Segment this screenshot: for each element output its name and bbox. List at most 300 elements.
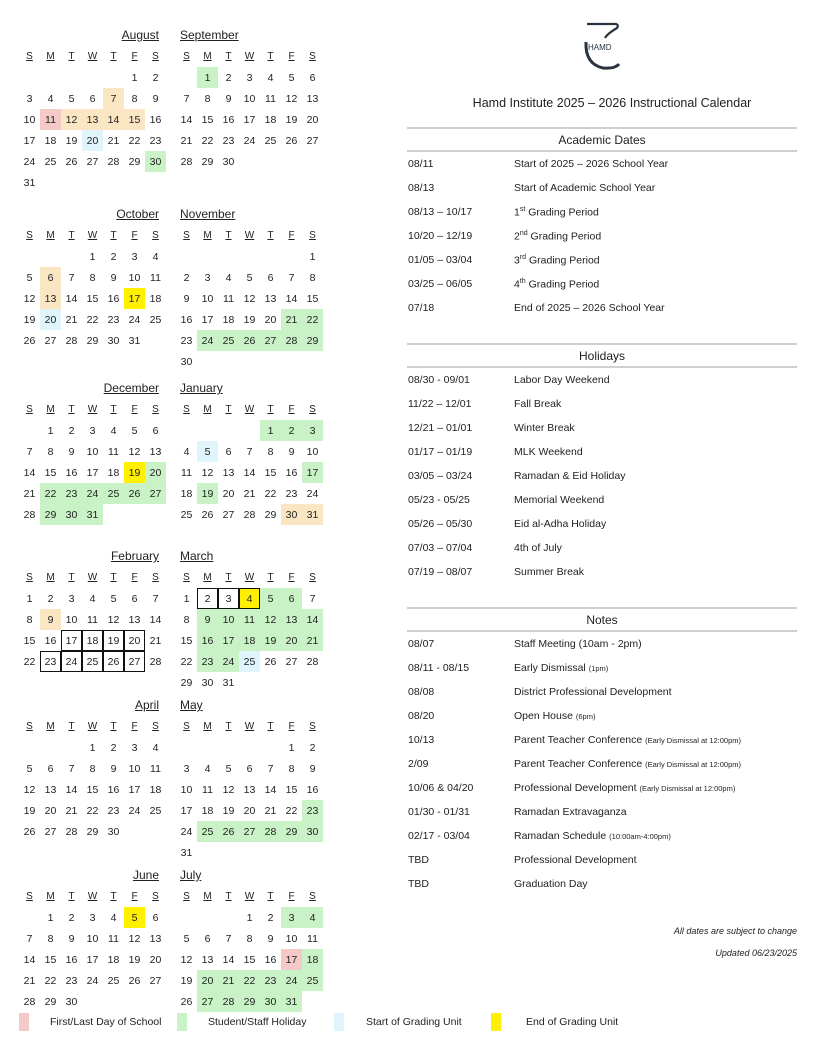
weekday-header: S [183,404,190,415]
event-text: District Professional Development [514,686,672,698]
weekday-header: T [110,572,117,583]
calendar-day: 7 [267,762,274,775]
calendar-day: 13 [222,466,235,479]
legend-swatch-start-grading [334,1013,344,1031]
calendar-day: 18 [107,953,120,966]
academic-dates-list [407,152,797,320]
calendar-day: 24 [197,330,218,351]
academic-row [407,224,797,248]
calendar-day: 11 [265,92,276,105]
calendar-day: 16 [65,466,78,479]
calendar-day: 15 [306,292,319,305]
event-text: Grading Period [525,278,600,291]
calendar-day: 29 [86,825,99,838]
event-date: 01/05 – 03/04 [408,254,473,266]
calendar-day: 11 [87,613,98,626]
calendar-day: 31 [82,504,103,525]
weekday-header: T [68,572,75,583]
calendar-day: 30 [107,334,120,347]
calendar-day: 19 [285,113,298,126]
academic-row [407,248,797,272]
calendar-day: 28 [281,330,302,351]
notes-row [407,656,797,680]
calendar-day: 9 [152,92,159,105]
calendar-day: 7 [26,445,33,458]
calendar-day: 21 [243,487,256,500]
calendar-day: 10 [86,932,99,945]
calendar-day: 26 [285,134,298,147]
event-description [514,374,797,386]
calendar-day: 22 [86,804,99,817]
calendar-day: 31 [302,504,323,525]
event-text: Staff Meeting (10am - 2pm) [514,638,642,650]
event-date: 08/30 - 09/01 [408,374,470,386]
weekday-header: M [46,721,55,732]
calendar-day: 12 [107,613,120,626]
calendar-day: 18 [302,949,323,970]
calendar-day: 23 [65,974,78,987]
calendar-day: 11 [150,762,161,775]
weekday-header: S [152,404,159,415]
calendar-day: 3 [246,71,253,84]
calendar-day: 13 [149,445,162,458]
calendar-day: 1 [246,911,253,924]
event-description [514,782,797,794]
calendar-day: 15 [44,466,57,479]
event-text: Professional Development [514,782,640,794]
month-title: October [116,207,159,221]
calendar-day: 10 [65,613,78,626]
event-note: (Early Dismissal at 12:00pm) [639,784,736,793]
event-date: 08/08 [408,686,435,698]
holidays-row [407,464,797,488]
calendar-day: 9 [68,445,75,458]
calendar-day: 18 [107,466,120,479]
calendar-day: 29 [44,995,57,1008]
calendar-day: 2 [267,911,274,924]
event-text: Eid al-Adha Holiday [514,518,607,530]
calendar-day: 17 [86,466,99,479]
calendar-day: 27 [260,330,281,351]
holidays-row [407,512,797,536]
calendar-day: 18 [264,113,277,126]
month-title: January [180,381,223,395]
empty-day [260,737,281,758]
empty-day [19,907,40,928]
weekday-header: F [288,572,295,583]
event-note: (1pm) [588,664,609,673]
calendar-day: 9 [309,762,316,775]
calendar-day: 20 [44,804,57,817]
calendar-day: 23 [61,483,82,504]
weekday-header: M [203,51,212,62]
calendar-day: 5 [124,907,145,928]
weekday-header: W [87,404,98,415]
calendar-day: 15 [44,953,57,966]
event-text: 4th of July [514,542,562,554]
weekday-header: T [225,230,232,241]
event-text: Ramadan Extravaganza [514,806,627,818]
weekday-header: S [309,404,316,415]
calendar-day: 30 [222,155,235,168]
event-description [514,278,797,291]
empty-day [197,420,218,441]
calendar-day: 10 [128,762,141,775]
weekday-header: S [26,51,33,62]
event-date: 07/18 [408,302,435,314]
calendar-day: 8 [89,271,96,284]
event-date: 10/20 – 12/19 [408,230,473,242]
calendar-day: 26 [23,334,36,347]
weekday-header: F [131,51,138,62]
calendar-day: 12 [23,292,36,305]
calendar-day: 13 [281,609,302,630]
calendar-day: 14 [222,953,235,966]
calendar-day: 20 [124,630,145,651]
empty-day [218,737,239,758]
calendar-day: 2 [68,424,75,437]
month-june [19,868,166,1012]
updated-date: Updated 06/23/2025 [715,948,797,958]
calendar-day: 4 [47,92,54,105]
month-title: May [180,698,203,712]
calendar-day: 4 [110,424,117,437]
calendar-day: 25 [44,155,57,168]
calendar-day: 10 [306,445,319,458]
calendar-day: 6 [225,445,232,458]
calendar-day: 31 [222,676,235,689]
empty-day [218,246,239,267]
ordinal-number: 1 [514,206,520,219]
weekday-header: M [46,891,55,902]
calendar-day: 27 [149,974,162,987]
calendar-day: 25 [218,330,239,351]
event-description [514,806,797,818]
event-text: Parent Teacher Conference [514,758,646,770]
calendar-day: 20 [149,953,162,966]
weekday-header: S [26,891,33,902]
calendar-day: 7 [68,762,75,775]
weekday-header: T [267,230,274,241]
calendar-day: 20 [264,313,277,326]
calendar-day: 25 [82,651,103,672]
weekday-header: T [267,721,274,732]
calendar-day: 20 [197,970,218,991]
notes-section [407,607,797,896]
calendar-day: 26 [180,995,193,1008]
empty-day [197,246,218,267]
calendar-day: 7 [68,271,75,284]
calendar-day: 11 [108,445,119,458]
calendar-day: 24 [180,825,193,838]
calendar-day: 17 [218,630,239,651]
weekday-header: T [68,51,75,62]
weekday-header: S [309,230,316,241]
calendar-day: 21 [149,634,162,647]
weekday-header: T [267,404,274,415]
calendar-day: 1 [47,911,54,924]
calendar-day: 19 [243,313,256,326]
calendar-day: 10 [243,92,256,105]
legend-label-first-last: First/Last Day of School [50,1016,162,1028]
calendar-day: 27 [285,655,298,668]
event-date: 03/05 – 03/24 [408,470,473,482]
calendar-day: 8 [309,271,316,284]
calendar-day: 24 [128,313,141,326]
empty-day [40,737,61,758]
event-text: Grading Period [527,230,602,243]
empty-day [61,737,82,758]
weekday-header: W [87,721,98,732]
weekday-header: M [46,572,55,583]
event-date: 01/30 - 01/31 [408,806,470,818]
ordinal-suffix: th [519,277,526,285]
ordinal-number: 4 [514,278,520,291]
calendar-day: 14 [149,613,162,626]
academic-dates-section [407,127,797,320]
weekday-header: T [225,721,232,732]
calendar-day: 21 [65,804,78,817]
event-note: (6pm) [575,712,596,721]
weekday-header: F [131,891,138,902]
calendar-day: 16 [306,783,319,796]
weekday-header: S [309,891,316,902]
calendar-day: 16 [149,113,162,126]
calendar-day: 2 [225,71,232,84]
calendar-day: 7 [309,592,316,605]
empty-day [19,420,40,441]
weekday-header: T [225,404,232,415]
calendar-day: 24 [281,970,302,991]
calendar-day: 11 [223,292,234,305]
calendar-day: 18 [222,313,235,326]
holidays-row [407,440,797,464]
calendar-day: 19 [23,313,36,326]
calendar-day: 10 [128,271,141,284]
month-july [176,868,323,1012]
empty-day [176,737,197,758]
event-description [514,494,797,506]
academic-row [407,272,797,296]
weekday-header: S [152,572,159,583]
weekday-header: W [244,230,255,241]
calendar-day: 9 [40,609,61,630]
calendar-day: 23 [222,134,235,147]
calendar-day: 26 [23,825,36,838]
weekday-header: S [183,51,190,62]
event-text: Start of 2025 – 2026 School Year [514,158,669,170]
calendar-day: 3 [131,250,138,263]
calendar-day: 19 [65,134,78,147]
event-date: 08/13 – 10/17 [408,206,473,218]
calendar-day: 4 [204,762,211,775]
calendar-day: 11 [202,783,213,796]
event-date: 11/22 – 12/01 [408,398,472,410]
holidays-row [407,368,797,392]
weekday-header: T [110,51,117,62]
notes-row [407,872,797,896]
empty-day [260,246,281,267]
calendar-day: 14 [180,113,193,126]
calendar-day: 1 [47,424,54,437]
ordinal-number: 2 [514,230,520,243]
event-date: 08/13 [408,182,435,194]
weekday-header: T [68,891,75,902]
event-description [514,398,797,410]
academic-row [407,200,797,224]
month-august [19,28,166,193]
calendar-day: 9 [288,445,295,458]
calendar-day: 16 [44,634,57,647]
event-date: TBD [408,878,429,890]
empty-day [218,420,239,441]
weekday-header: M [46,230,55,241]
weekday-header: M [46,404,55,415]
empty-day [239,420,260,441]
calendar-day: 15 [180,634,193,647]
event-description [514,638,797,650]
calendar-day: 7 [225,932,232,945]
notes-row [407,632,797,656]
calendar-day: 19 [260,630,281,651]
calendar-day: 12 [61,109,82,130]
calendar-day: 25 [107,974,120,987]
calendar-day: 11 [307,932,318,945]
calendar-day: 7 [288,271,295,284]
calendar-day: 4 [183,445,190,458]
calendar-day: 27 [44,334,57,347]
calendar-day: 15 [285,783,298,796]
event-text: Memorial Weekend [514,494,605,506]
event-description [514,662,797,674]
calendar-day: 3 [89,424,96,437]
event-description [514,830,797,842]
calendar-day: 8 [288,762,295,775]
calendar-day: 22 [44,974,57,987]
calendar-day: 16 [285,466,298,479]
event-date: 08/11 - 08/15 [408,662,470,674]
empty-day [19,67,40,88]
calendar-day: 14 [23,466,36,479]
calendar-day: 24 [82,483,103,504]
legend-label-start-grading: Start of Grading Unit [366,1016,462,1028]
notes-row [407,848,797,872]
calendar-day: 10 [180,783,193,796]
event-date: 01/17 – 01/19 [408,446,473,458]
calendar-day: 18 [44,134,57,147]
event-text: Fall Break [514,398,562,410]
ordinal-number: 3 [514,254,520,267]
month-march [176,549,323,693]
calendar-day: 20 [145,462,166,483]
event-description [514,182,797,194]
calendar-day: 21 [23,487,36,500]
calendar-day: 12 [243,292,256,305]
event-text: End of 2025 – 2026 School Year [514,302,665,314]
event-date: 05/26 – 05/30 [408,518,473,530]
weekday-header: S [309,51,316,62]
calendar-day: 9 [110,762,117,775]
holidays-row [407,560,797,584]
calendar-day: 5 [260,588,281,609]
calendar-day: 27 [239,821,260,842]
holidays-section [407,343,797,584]
notes-row [407,680,797,704]
calendar-day: 20 [82,130,103,151]
calendar-day: 23 [40,651,61,672]
calendar-day: 13 [149,932,162,945]
calendar-day: 18 [201,804,214,817]
weekday-header: T [225,51,232,62]
academic-row [407,176,797,200]
calendar-day: 17 [243,113,256,126]
calendar-day: 2 [68,911,75,924]
calendar-day: 16 [180,313,193,326]
calendar-day: 2 [110,250,117,263]
calendar-day: 28 [65,334,78,347]
notes-row [407,800,797,824]
calendar-day: 20 [243,804,256,817]
event-text: Graduation Day [514,878,588,890]
calendar-day: 22 [128,134,141,147]
holidays-heading: Holidays [407,343,797,368]
calendar-day: 6 [246,762,253,775]
weekday-header: S [26,404,33,415]
empty-day [61,246,82,267]
notes-row [407,728,797,752]
weekday-header: S [152,51,159,62]
calendar-day: 17 [86,953,99,966]
calendar-day: 29 [239,991,260,1012]
academic-row [407,152,797,176]
weekday-header: F [288,721,295,732]
calendar-day: 31 [281,991,302,1012]
event-description [514,878,797,890]
calendar-day: 28 [180,155,193,168]
event-date: 08/07 [408,638,435,650]
calendar-day: 4 [152,250,159,263]
month-april [19,698,166,842]
event-date: 07/03 – 07/04 [408,542,473,554]
calendar-day: 26 [124,483,145,504]
event-description [514,302,797,314]
calendar-day: 4 [89,592,96,605]
calendar-day: 13 [306,92,319,105]
event-text: Professional Development [514,854,637,866]
calendar-day: 13 [82,109,103,130]
calendar-day: 29 [281,821,302,842]
calendar-day: 22 [40,483,61,504]
calendar-day: 9 [68,932,75,945]
event-text: MLK Weekend [514,446,583,458]
month-title: June [132,868,159,882]
calendar-day: 16 [107,783,120,796]
calendar-day: 29 [302,330,323,351]
calendar-day: 4 [302,907,323,928]
weekday-header: T [68,721,75,732]
calendar-day: 3 [68,592,75,605]
calendar-day: 23 [107,313,120,326]
calendar-day: 30 [145,151,166,172]
calendar-day: 25 [103,483,124,504]
month-title: April [134,698,159,712]
calendar-day: 6 [267,271,274,284]
calendar-day: 22 [285,804,298,817]
calendar-day: 12 [128,932,141,945]
calendar-day: 21 [218,970,239,991]
month-december [19,381,166,525]
calendar-day: 18 [239,630,260,651]
